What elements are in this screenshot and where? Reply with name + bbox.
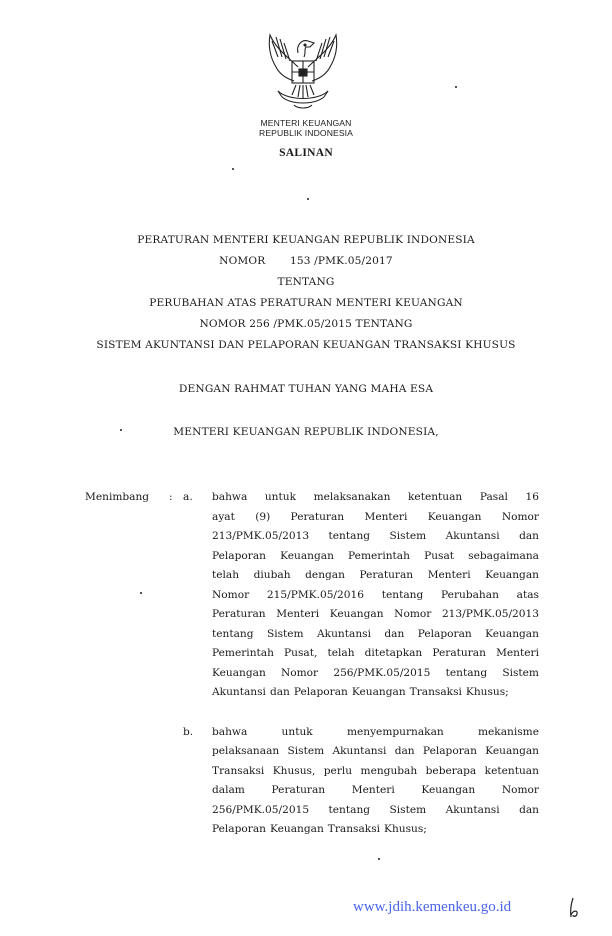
- word: Nomor: [280, 666, 319, 679]
- item-a-line: [212, 605, 539, 625]
- item-a-line: [212, 488, 539, 508]
- word: dan: [519, 530, 539, 542]
- word: melaksanakan: [313, 491, 391, 503]
- considering-item-b: [212, 723, 539, 840]
- word: Sistem: [266, 627, 304, 640]
- word: Peraturan: [271, 784, 326, 796]
- scan-speck: [232, 168, 234, 170]
- word: dan: [394, 745, 415, 757]
- item-b-line: [212, 762, 539, 782]
- item-a-line: [212, 586, 539, 606]
- word: diubah: [253, 569, 291, 581]
- word: dengan: [305, 569, 345, 581]
- word: untuk: [264, 491, 297, 503]
- regulation-number: NOMOR 153 /PMK.05/2017: [219, 255, 393, 267]
- word: Keuangan: [485, 569, 539, 581]
- word: telah: [212, 569, 240, 581]
- word: 213/PMK.05/2013: [441, 608, 539, 620]
- authority-line: MENTERI KEUANGAN REPUBLIK INDONESIA,: [173, 426, 439, 438]
- item-b-line: [212, 801, 539, 821]
- word: Keuangan: [280, 549, 334, 562]
- item-a-line: [212, 566, 539, 586]
- jdih-website-link[interactable]: www.jdih.kemenkeu.go.id: [353, 899, 512, 915]
- regulation-title: PERATURAN MENTERI KEUANGAN REPUBLIK INDONESIA: [137, 234, 475, 246]
- item-b-line: [212, 723, 539, 743]
- word: Nomor: [212, 588, 250, 601]
- item-a-line: [212, 547, 539, 567]
- word: mengubah: [360, 764, 418, 777]
- word: Pemerintah: [348, 549, 410, 562]
- item-a-line: [212, 664, 539, 684]
- regulation-subject-line-1: PERUBAHAN ATAS PERATURAN MENTERI KEUANGAN: [149, 297, 463, 309]
- word: 256/PMK.05/2015: [212, 803, 310, 816]
- scan-speck: [120, 429, 122, 431]
- scan-speck: [307, 198, 309, 200]
- word: Nomor: [501, 510, 539, 523]
- word: Khusus;: [465, 686, 509, 698]
- word: Sistem: [287, 745, 325, 757]
- word: bahwa: [212, 725, 248, 738]
- salinan-stamp: SALINAN: [279, 147, 333, 159]
- word: telah: [327, 647, 355, 659]
- word: tentang: [328, 530, 371, 542]
- word: Akuntansi: [212, 686, 266, 698]
- word: Nomor: [394, 608, 432, 620]
- word: Pemerintah: [212, 647, 274, 659]
- word: Khusus,: [272, 764, 316, 777]
- word: Peraturan: [290, 510, 345, 523]
- item-a-line: [212, 683, 539, 703]
- word: Transaksi: [212, 764, 265, 777]
- word: Pasal: [479, 491, 508, 503]
- word: beberapa: [425, 764, 477, 777]
- word: Pelaporan: [212, 549, 266, 562]
- word: Khusus;: [384, 823, 427, 835]
- word: Menteri: [364, 510, 408, 523]
- institution-line-2: REPUBLIK INDONESIA: [259, 128, 353, 138]
- word: Perubahan: [441, 588, 499, 601]
- word: Sistem: [389, 803, 427, 816]
- word: sebagaimana: [468, 549, 539, 562]
- word: Peraturan: [212, 608, 266, 620]
- word: Pelaporan: [293, 686, 348, 698]
- word: menyempurnakan: [346, 725, 444, 738]
- considering-colon: :: [169, 491, 173, 503]
- word: 215/PMK.05/2016: [266, 588, 364, 601]
- item-a-line: [212, 644, 539, 664]
- considering-item-a: [212, 488, 539, 703]
- word: Peraturan: [432, 647, 486, 659]
- word: Menteri: [276, 608, 320, 620]
- word: ketentuan: [408, 491, 463, 503]
- institution-line-1: MENTERI KEUANGAN: [260, 118, 352, 128]
- item-a-line: [212, 625, 539, 645]
- word: 256/PMK.05/2015: [333, 666, 431, 679]
- scan-speck: [140, 592, 142, 594]
- word: ditetapkan: [364, 647, 423, 659]
- word: Menteri: [496, 647, 539, 659]
- word: Pelaporan: [212, 823, 266, 835]
- word: Akuntansi: [445, 530, 500, 542]
- scan-speck: [455, 86, 457, 88]
- word: Keuangan: [212, 666, 266, 679]
- handwritten-initial-icon: [567, 896, 583, 920]
- word: dalam: [212, 784, 245, 796]
- word: Keuangan: [329, 608, 384, 620]
- item-b-line: [212, 820, 539, 840]
- regulation-about-label: TENTANG: [277, 276, 335, 288]
- regulation-subject-line-2: NOMOR 256 /PMK.05/2015 TENTANG: [199, 318, 413, 330]
- word: ayat: [212, 510, 235, 523]
- word: Pusat,: [284, 647, 318, 659]
- word: Menteri: [351, 784, 395, 796]
- word: dan: [384, 627, 405, 640]
- word: pelaksanaan: [212, 745, 280, 757]
- word: dan: [519, 803, 539, 816]
- word: Sistem: [502, 666, 539, 679]
- word: Keuangan: [485, 745, 539, 757]
- word: Keuangan: [351, 686, 406, 698]
- word: mekanisme: [477, 725, 539, 738]
- word: Akuntansi: [445, 803, 500, 816]
- word: tentang: [445, 666, 488, 679]
- word: Pusat: [424, 549, 455, 562]
- item-b-line: [212, 781, 539, 801]
- word: 213/PMK.05/2013: [212, 530, 310, 542]
- word: atas: [516, 588, 539, 601]
- word: Menteri: [427, 569, 471, 581]
- word: Peraturan: [359, 569, 414, 581]
- word: 16: [525, 491, 539, 503]
- item-b-marker: b.: [183, 725, 194, 738]
- word: tentang: [212, 627, 254, 640]
- word: bahwa: [212, 491, 248, 503]
- word: Nomor: [501, 784, 539, 796]
- regulation-subject-line-3: SISTEM AKUNTANSI DAN PELAPORAN KEUANGAN TRANSAKSI KHUSUS: [96, 339, 516, 351]
- word: Keuangan: [485, 627, 539, 640]
- item-b-line: [212, 742, 539, 762]
- word: untuk: [281, 725, 313, 738]
- word: (9): [255, 510, 271, 523]
- item-a-marker: a.: [183, 491, 193, 503]
- word: perlu: [323, 764, 353, 777]
- item-a-line: [212, 527, 539, 547]
- word: Transaksi: [327, 823, 381, 835]
- considering-label: Menimbang: [85, 491, 150, 503]
- word: Keuangan: [421, 784, 476, 796]
- word: Pelaporan: [422, 745, 477, 757]
- word: Transaksi: [409, 686, 462, 698]
- word: ketentuan: [484, 764, 539, 777]
- word: Keuangan: [270, 823, 324, 835]
- item-a-line: [212, 508, 539, 528]
- garuda-emblem-icon: [258, 27, 348, 117]
- word: tentang: [381, 588, 424, 601]
- word: Sistem: [389, 530, 427, 542]
- word: Keuangan: [427, 510, 482, 523]
- word: Pelaporan: [417, 627, 472, 640]
- invocation: DENGAN RAHMAT TUHAN YANG MAHA ESA: [178, 383, 434, 395]
- word: Akuntansi: [317, 627, 371, 640]
- word: tentang: [328, 803, 371, 816]
- word: Akuntansi: [332, 745, 387, 757]
- scan-speck: [378, 858, 380, 860]
- word: dan: [269, 686, 290, 698]
